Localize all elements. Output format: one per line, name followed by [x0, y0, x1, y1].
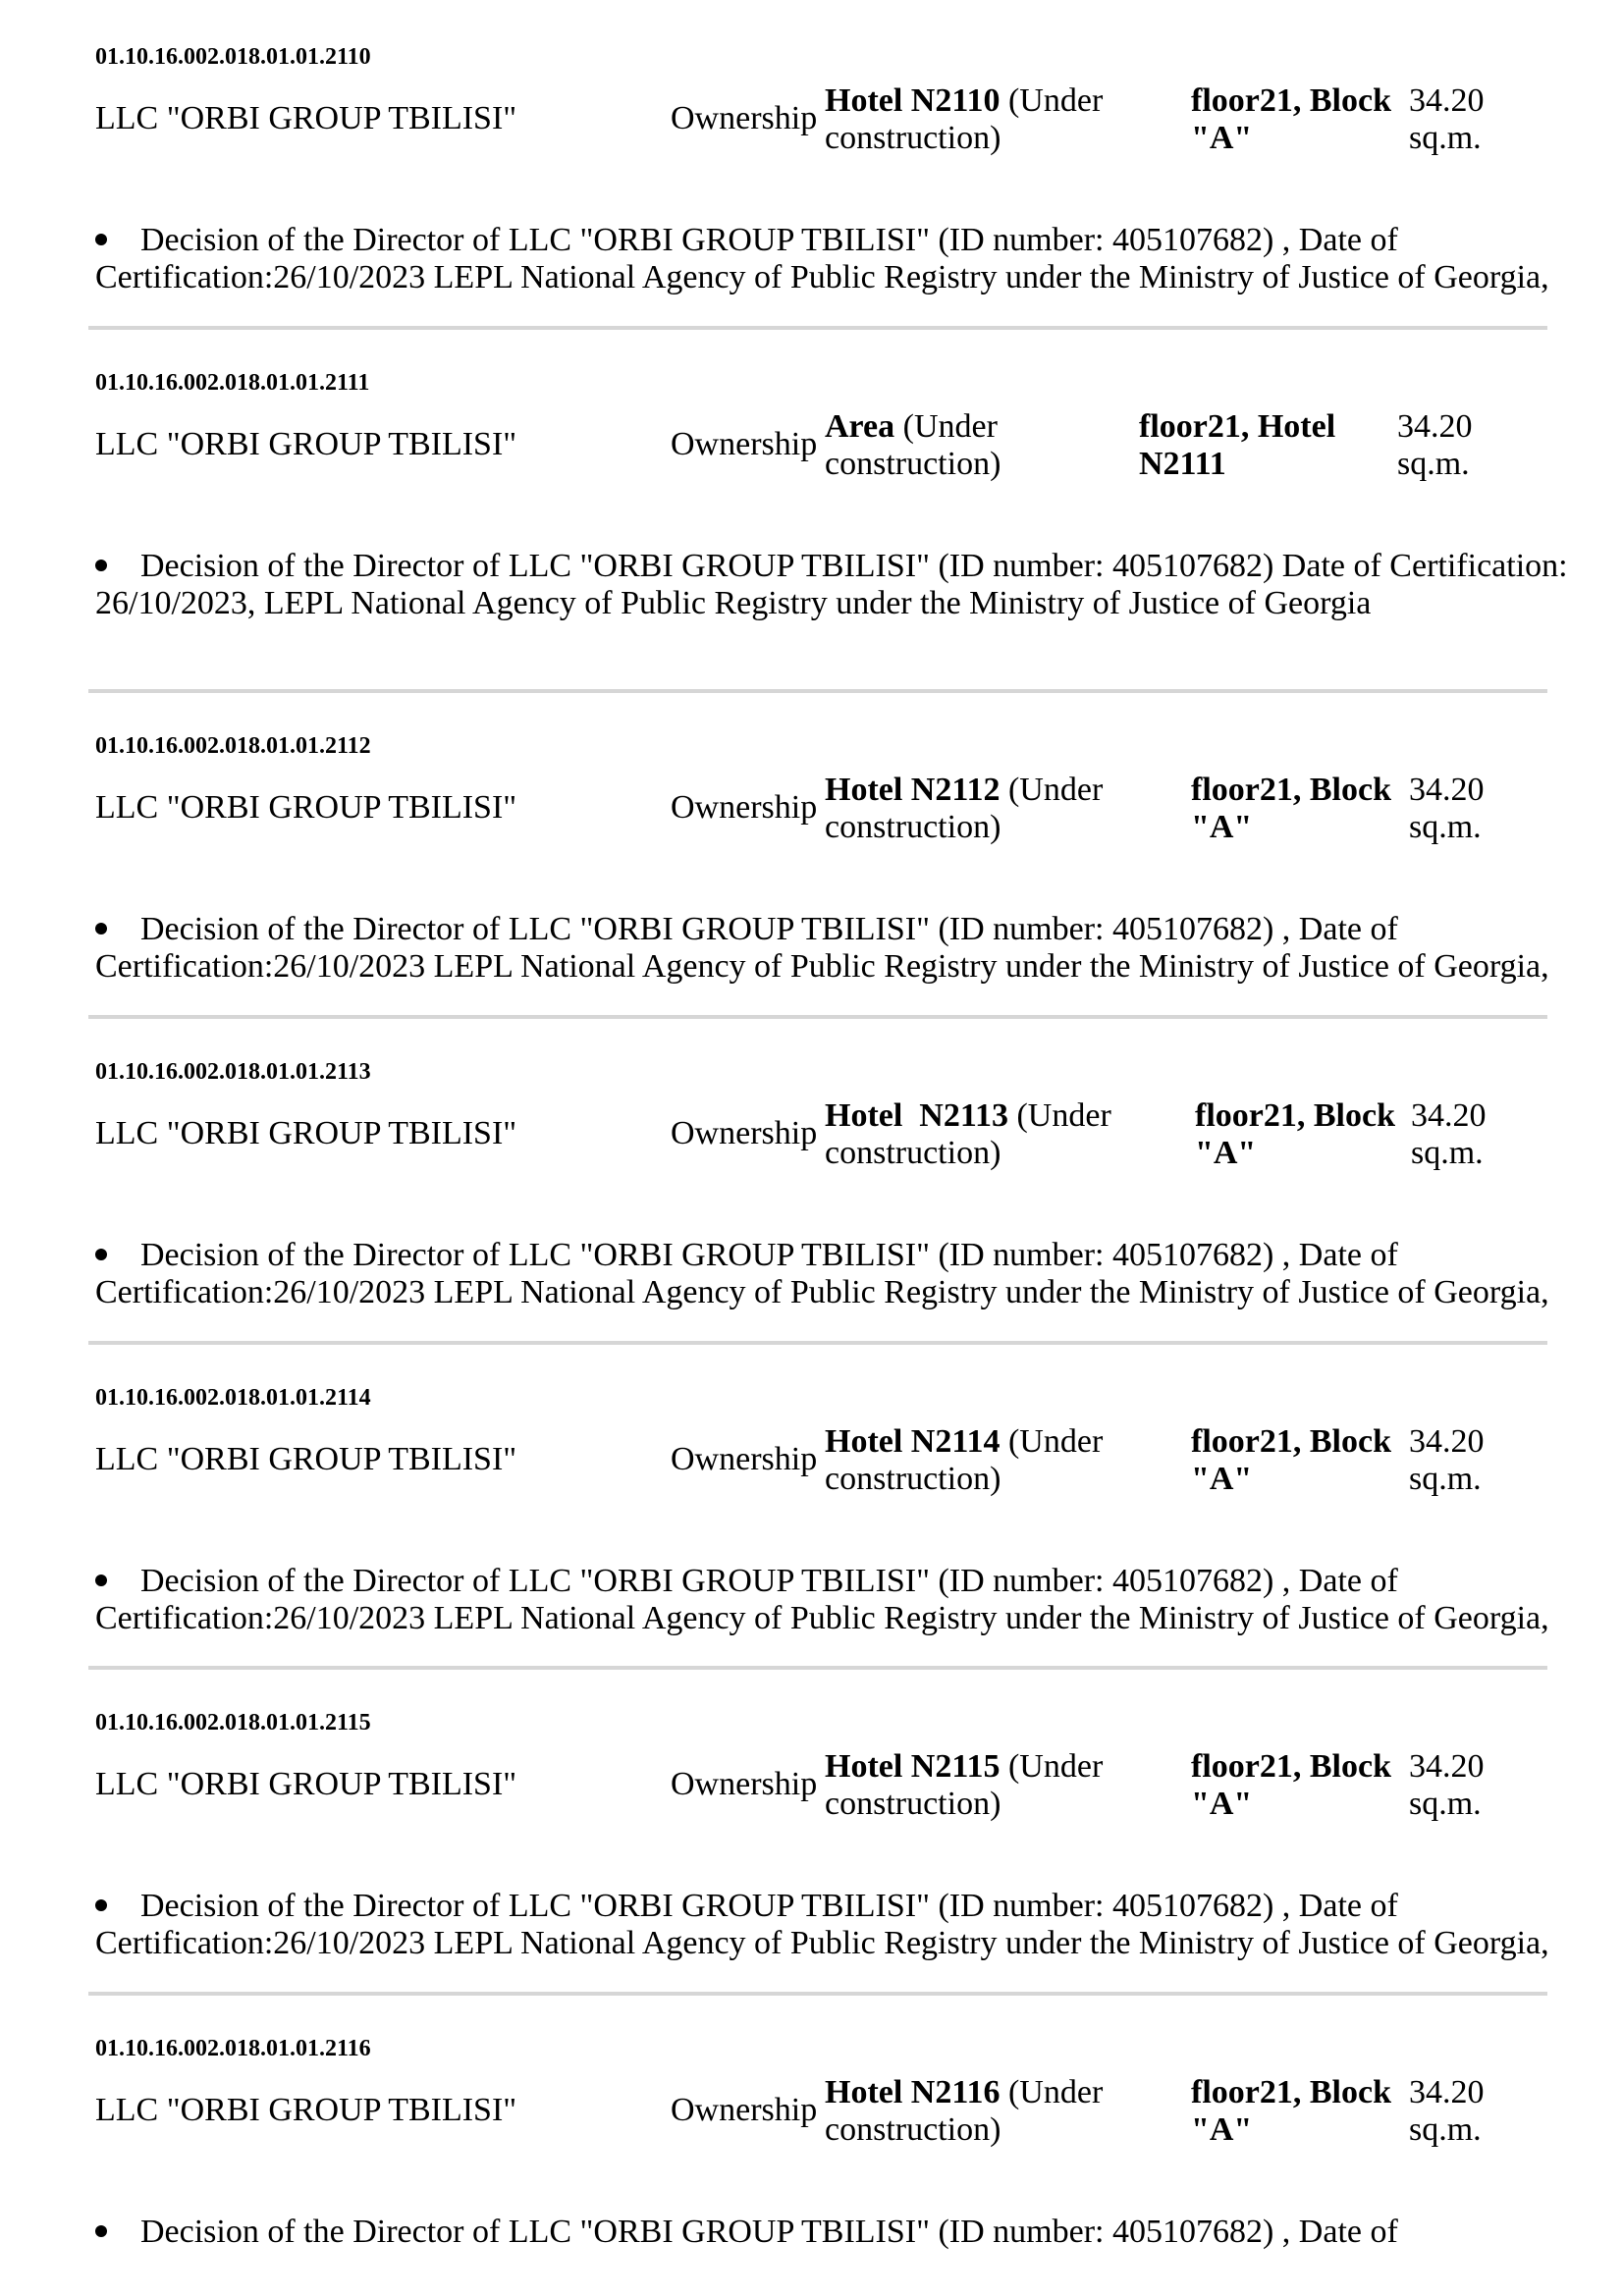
object-location: floor21, Block "A" [1191, 1423, 1391, 1497]
object-area: 34.20 sq.m. [1409, 772, 1485, 845]
owner-name: LLC "ORBI GROUP TBILISI" [95, 100, 517, 136]
object-name: Hotel N2112 [825, 772, 1001, 808]
right-type: Ownership [671, 1441, 818, 1477]
registry-record [0, 0, 1623, 326]
cadastral-code: 01.10.16.002.018.01.01.2113 [95, 1059, 371, 1085]
owner-name: LLC "ORBI GROUP TBILISI" [95, 2092, 517, 2128]
basis-text: Decision of the Director of LLC "ORBI GROUP TBILISI" (ID number: 405107682) , Date of Certification:26/10/2023 LEPL National Agency of Public Registry under the Ministry of Justice of Georgia, [95, 222, 1549, 295]
object-area: 34.20 sq.m. [1409, 1423, 1485, 1497]
owner-name: LLC "ORBI GROUP TBILISI" [95, 789, 517, 826]
right-type: Ownership [671, 2092, 818, 2128]
object-location: floor21, Block "A" [1191, 1748, 1391, 1822]
bullet-icon [95, 923, 107, 934]
object-area: 34.20 sq.m. [1397, 408, 1473, 482]
registry-record [0, 1341, 1623, 1667]
registry-record [0, 1992, 1623, 2296]
owner-name: LLC "ORBI GROUP TBILISI" [95, 1115, 517, 1151]
registration-basis [95, 2214, 1568, 2251]
basis-text: Decision of the Director of LLC "ORBI GROUP TBILISI" (ID number: 405107682) , Date of Certification:26/10/2023 LEPL National Agency of Public Registry under the Ministry of Justice of Georgia, [95, 1237, 1549, 1310]
object-name: Hotel N2114 [825, 1423, 1001, 1460]
basis-text: Decision of the Director of LLC "ORBI GROUP TBILISI" (ID number: 405107682) Date of Certification: 26/10/2023, LEPL National Agency of Public Registry under the Ministry of Justice of Georgia [95, 548, 1568, 621]
bullet-icon [95, 560, 107, 571]
registration-basis [95, 1237, 1568, 1311]
registration-basis [95, 911, 1568, 986]
owner-name: LLC "ORBI GROUP TBILISI" [95, 1441, 517, 1477]
object-name: Hotel N2110 [825, 82, 1001, 119]
cadastral-code: 01.10.16.002.018.01.01.2112 [95, 733, 371, 759]
bullet-icon [95, 234, 107, 245]
object-status: (Under construction) [825, 408, 1001, 482]
object-status: (Under construction) [825, 772, 1104, 845]
right-type: Ownership [671, 789, 818, 826]
object-status: (Under construction) [825, 1748, 1104, 1822]
registry-record [0, 1015, 1623, 1341]
registry-record [0, 689, 1623, 1015]
object-description [825, 1097, 1159, 1172]
registry-record [0, 1666, 1623, 1992]
object-location: floor21, Hotel N2111 [1139, 408, 1336, 482]
cadastral-code: 01.10.16.002.018.01.01.2114 [95, 1385, 371, 1411]
object-status: (Under construction) [825, 2074, 1104, 2148]
object-location: floor21, Block "A" [1191, 82, 1391, 156]
basis-text: Decision of the Director of LLC "ORBI GROUP TBILISI" (ID number: 405107682) , Date of [140, 2214, 1398, 2250]
object-area: 34.20 sq.m. [1409, 82, 1485, 156]
cadastral-code: 01.10.16.002.018.01.01.2111 [95, 370, 370, 396]
object-status: (Under construction) [825, 1423, 1104, 1497]
registration-basis [95, 1888, 1568, 1962]
object-name: Area [825, 408, 895, 445]
registry-record [0, 326, 1623, 652]
basis-text: Decision of the Director of LLC "ORBI GROUP TBILISI" (ID number: 405107682) , Date of Certification:26/10/2023 LEPL National Agency of Public Registry under the Ministry of Justice of Georgia, [95, 1888, 1549, 1961]
owner-name: LLC "ORBI GROUP TBILISI" [95, 1766, 517, 1802]
object-status: (Under construction) [825, 82, 1104, 156]
bullet-icon [95, 1249, 107, 1260]
right-type: Ownership [671, 1115, 818, 1151]
basis-text: Decision of the Director of LLC "ORBI GROUP TBILISI" (ID number: 405107682) , Date of Certification:26/10/2023 LEPL National Agency of Public Registry under the Ministry of Justice of Georgia, [95, 1563, 1549, 1636]
cadastral-code: 01.10.16.002.018.01.01.2115 [95, 1710, 371, 1735]
cadastral-code: 01.10.16.002.018.01.01.2110 [95, 44, 371, 70]
object-name: Hotel N2115 [825, 1748, 1001, 1785]
object-location: floor21, Block "A" [1195, 1097, 1395, 1171]
object-name: Hotel N2116 [825, 2074, 1001, 2110]
object-location: floor21, Block "A" [1191, 772, 1391, 845]
object-location: floor21, Block "A" [1191, 2074, 1391, 2148]
object-description [825, 2074, 1159, 2149]
owner-name: LLC "ORBI GROUP TBILISI" [95, 426, 517, 462]
registration-basis [95, 222, 1568, 296]
bullet-icon [95, 2225, 107, 2237]
object-area: 34.20 sq.m. [1409, 1748, 1485, 1822]
object-area: 34.20 sq.m. [1411, 1097, 1487, 1171]
object-description [825, 408, 1159, 483]
object-description [825, 82, 1159, 157]
registration-basis [95, 548, 1568, 622]
bullet-icon [95, 1899, 107, 1911]
right-type: Ownership [671, 1766, 818, 1802]
registration-basis [95, 1563, 1568, 1637]
right-type: Ownership [671, 426, 818, 462]
bullet-icon [95, 1575, 107, 1586]
object-area: 34.20 sq.m. [1409, 2074, 1485, 2148]
basis-text: Decision of the Director of LLC "ORBI GROUP TBILISI" (ID number: 405107682) , Date of Certification:26/10/2023 LEPL National Agency of Public Registry under the Ministry of Justice of Georgia, [95, 911, 1549, 985]
object-status: (Under construction) [825, 1097, 1120, 1171]
object-description [825, 1748, 1159, 1823]
cadastral-code: 01.10.16.002.018.01.01.2116 [95, 2036, 371, 2061]
right-type: Ownership [671, 100, 818, 136]
object-description [825, 772, 1159, 846]
object-description [825, 1423, 1159, 1498]
object-name: Hotel N2113 [825, 1097, 1008, 1134]
